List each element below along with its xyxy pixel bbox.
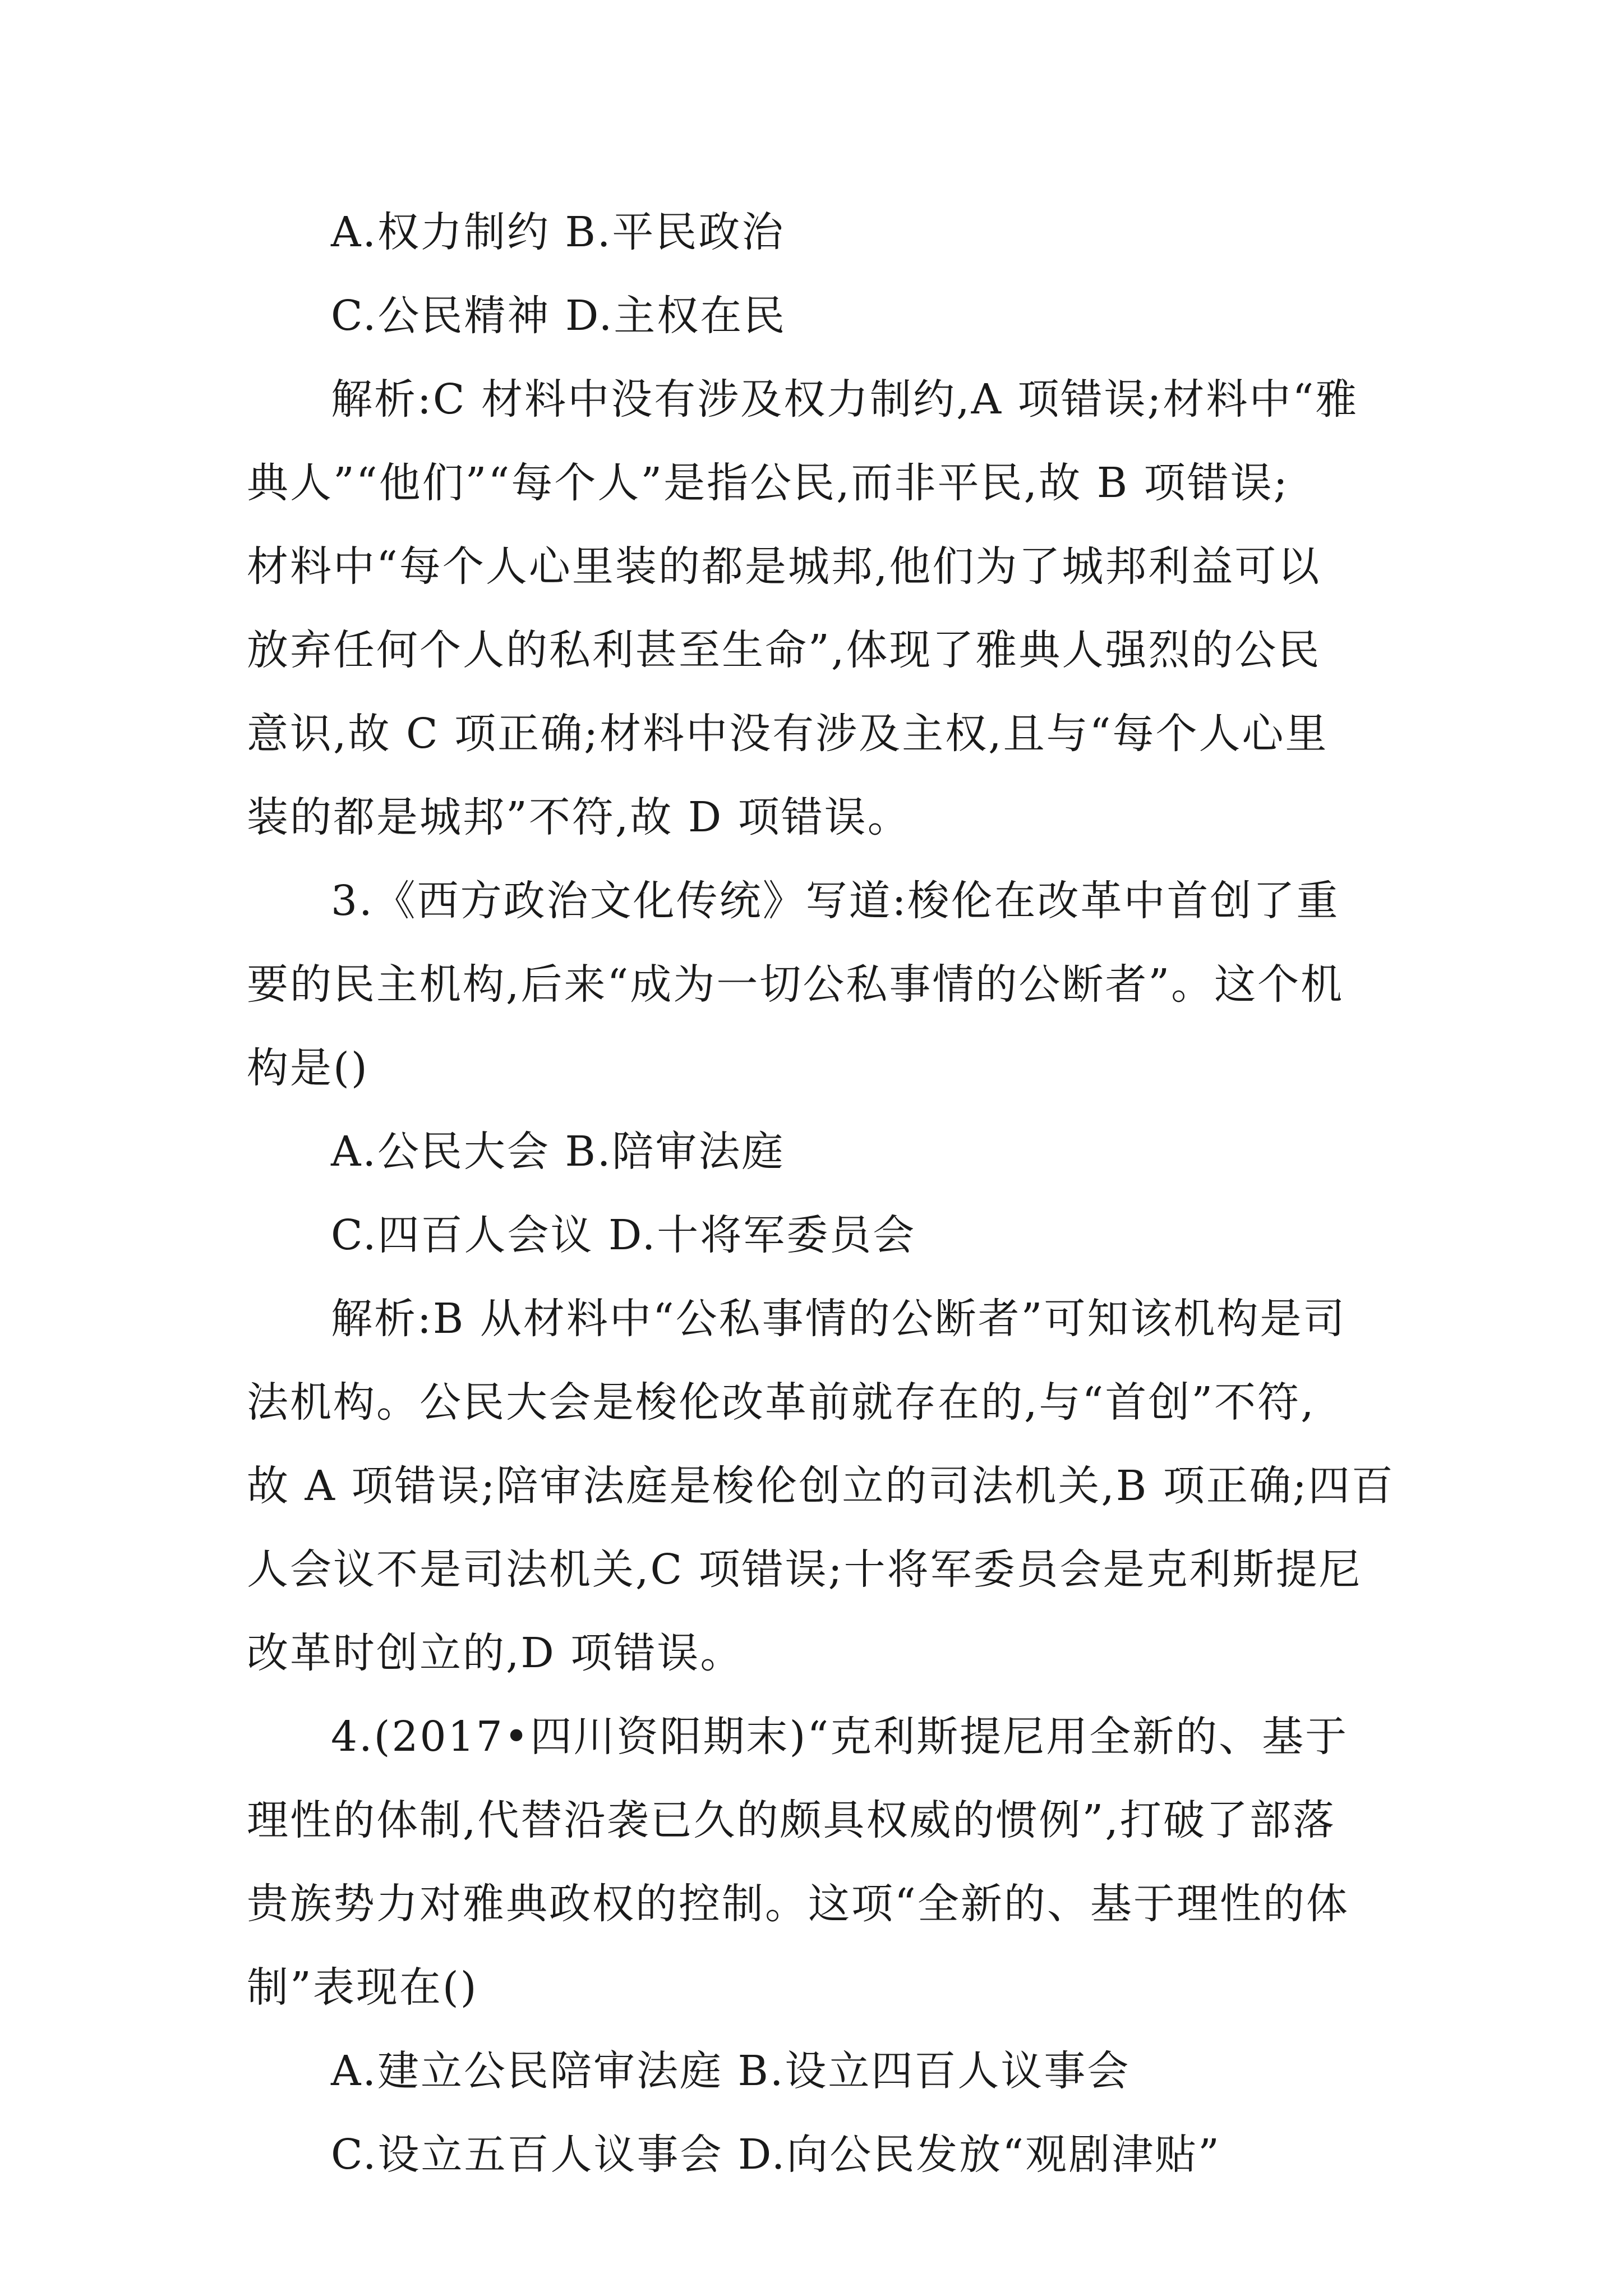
q4-stem-line: 理性的体制,代替沿袭已久的颇具权威的惯例”,打破了部落 xyxy=(247,1796,1336,1844)
q3-stem-line: 构是() xyxy=(247,1044,369,1092)
document-body xyxy=(247,191,1395,2197)
q2-analysis-line: 装的都是城邦”不符,故 D 项错误。 xyxy=(247,793,911,841)
q3-analysis-line: 故 A 项错误;陪审法庭是梭伦创立的司法机关,B 项正确;四百 xyxy=(247,1462,1395,1510)
q4-stem-line: 制”表现在() xyxy=(247,1963,478,2012)
q4-options-cd: C.设立五百人议事会 D.向公民发放“观剧津贴” xyxy=(331,2131,1221,2179)
q2-analysis-line: 解析:C 材料中没有涉及权力制约,A 项错误;材料中“雅 xyxy=(331,375,1359,424)
q2-options-ab: A.权力制约 B.平民政治 xyxy=(331,208,785,256)
q3-stem-line: 3.《西方政治文化传统》写道:梭伦在改革中首创了重 xyxy=(331,877,1340,925)
q2-options-cd: C.公民精神 D.主权在民 xyxy=(331,292,787,340)
q4-stem-line: 贵族势力对雅典政权的控制。这项“全新的、基于理性的体 xyxy=(247,1880,1349,1928)
q2-analysis-line: 放弃任何个人的私利甚至生命”,体现了雅典人强烈的公民 xyxy=(247,626,1321,674)
q3-analysis-line: 解析:B 从材料中“公私事情的公断者”可知该机构是司 xyxy=(331,1295,1347,1343)
q3-analysis-line: 人会议不是司法机关,C 项错误;十将军委员会是克利斯提尼 xyxy=(247,1545,1362,1594)
q2-analysis-line: 意识,故 C 项正确;材料中没有涉及主权,且与“每个人心里 xyxy=(247,710,1329,758)
q2-analysis-line: 典人”“他们”“每个人”是指公民,而非平民,故 B 项错误; xyxy=(247,459,1289,507)
q3-analysis-line: 法机构。公民大会是梭伦改革前就存在的,与“首创”不符, xyxy=(247,1378,1316,1427)
q4-options-ab: A.建立公民陪审法庭 B.设立四百人议事会 xyxy=(331,2047,1131,2095)
q3-stem-line: 要的民主机构,后来“成为一切公私事情的公断者”。这个机 xyxy=(247,960,1344,1009)
q3-options-cd: C.四百人会议 D.十将军委员会 xyxy=(331,1211,916,1259)
q2-analysis-line: 材料中“每个人心里装的都是城邦,他们为了城邦利益可以 xyxy=(247,542,1321,591)
q3-analysis-line: 改革时创立的,D 项错误。 xyxy=(247,1629,744,1677)
q4-stem-line: 4.(2017•四川资阳期末)“克利斯提尼用全新的、基于 xyxy=(331,1713,1349,1761)
q3-options-ab: A.公民大会 B.陪审法庭 xyxy=(331,1128,785,1176)
